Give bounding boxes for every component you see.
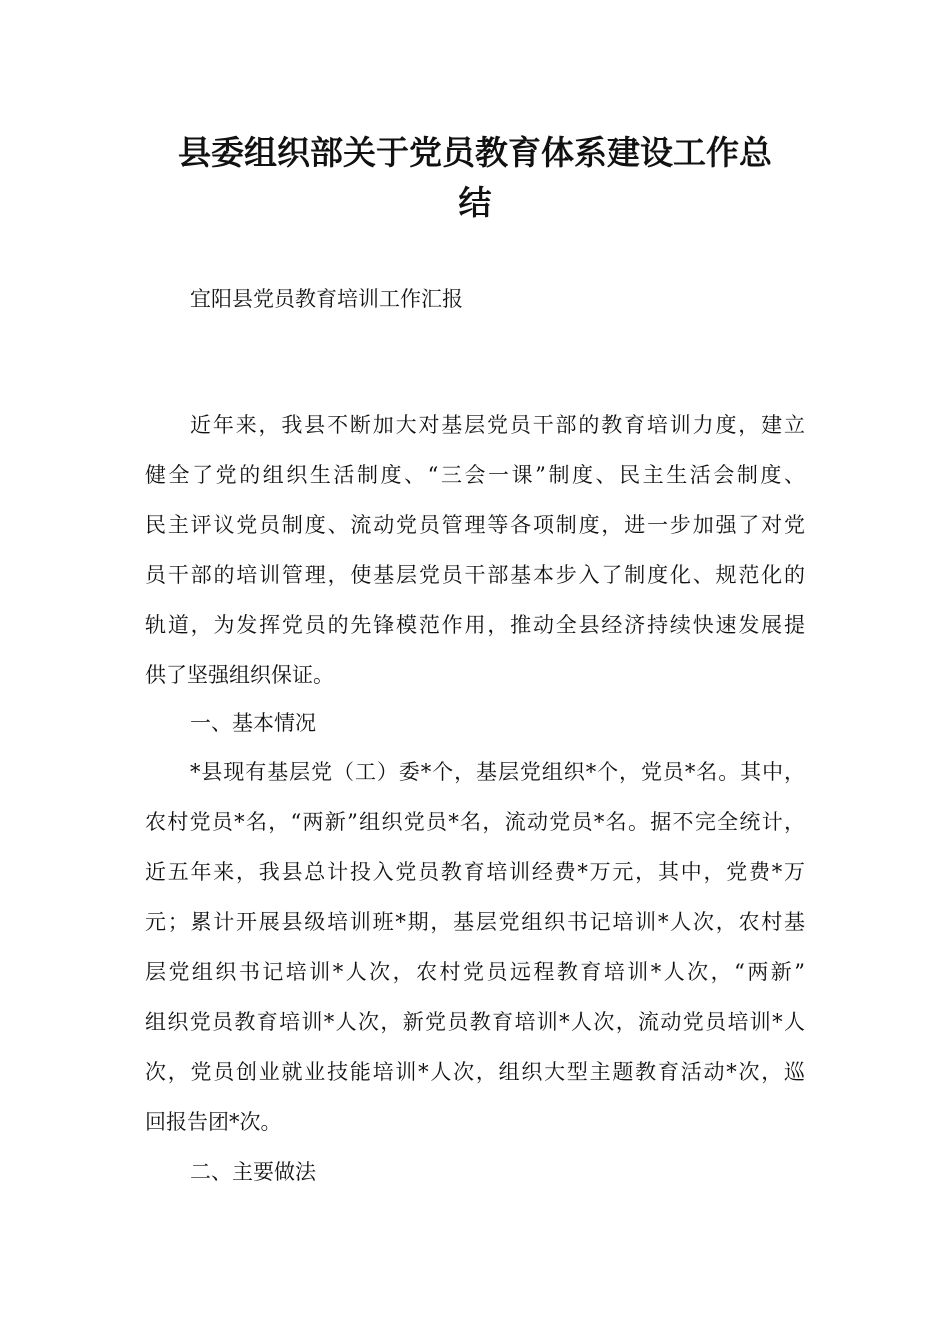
section-heading-2: 二、主要做法 [190,1160,316,1184]
paragraph-line: 供了坚强组织保证。 [145,663,334,687]
paragraph-line: 轨道，为发挥党员的先锋模范作用，推动全县经济持续快速发展提 [145,613,805,637]
paragraph-line: 近五年来，我县总计投入党员教育培训经费*万元，其中，党费*万 [145,860,805,884]
title-line-2: 结 [458,183,492,222]
paragraph-line: 近年来，我县不断加大对基层党员干部的教育培训力度，建立 [190,413,805,437]
paragraph-line: 层党组织书记培训*人次，农村党员远程教育培训*人次，“两新” [145,960,805,984]
section-heading-1: 一、基本情况 [190,711,316,735]
paragraph-line: 回报告团*次。 [145,1110,282,1134]
paragraph-line: 民主评议党员制度、流动党员管理等各项制度，进一步加强了对党 [145,513,805,537]
paragraph-line: 次，党员创业就业技能培训*人次，组织大型主题教育活动*次，巡 [145,1060,805,1084]
paragraph-line: *县现有基层党（工）委*个，基层党组织*个，党员*名。其中， [190,760,805,784]
paragraph-line: 健全了党的组织生活制度、“三会一课”制度、民主生活会制度、 [145,463,805,487]
paragraph-line: 农村党员*名，“两新”组织党员*名，流动党员*名。据不完全统计， [145,810,805,834]
paragraph-line: 元；累计开展县级培训班*期，基层党组织书记培训*人次，农村基 [145,910,805,934]
document-title [0,128,950,228]
document-subtitle: 宜阳县党员教育培训工作汇报 [190,287,463,311]
paragraph-line: 组织党员教育培训*人次，新党员教育培训*人次，流动党员培训*人 [145,1010,805,1034]
title-line-1: 县委组织部关于党员教育体系建设工作总 [178,133,772,172]
paragraph-line: 员干部的培训管理，使基层党员干部基本步入了制度化、规范化的 [145,563,805,587]
